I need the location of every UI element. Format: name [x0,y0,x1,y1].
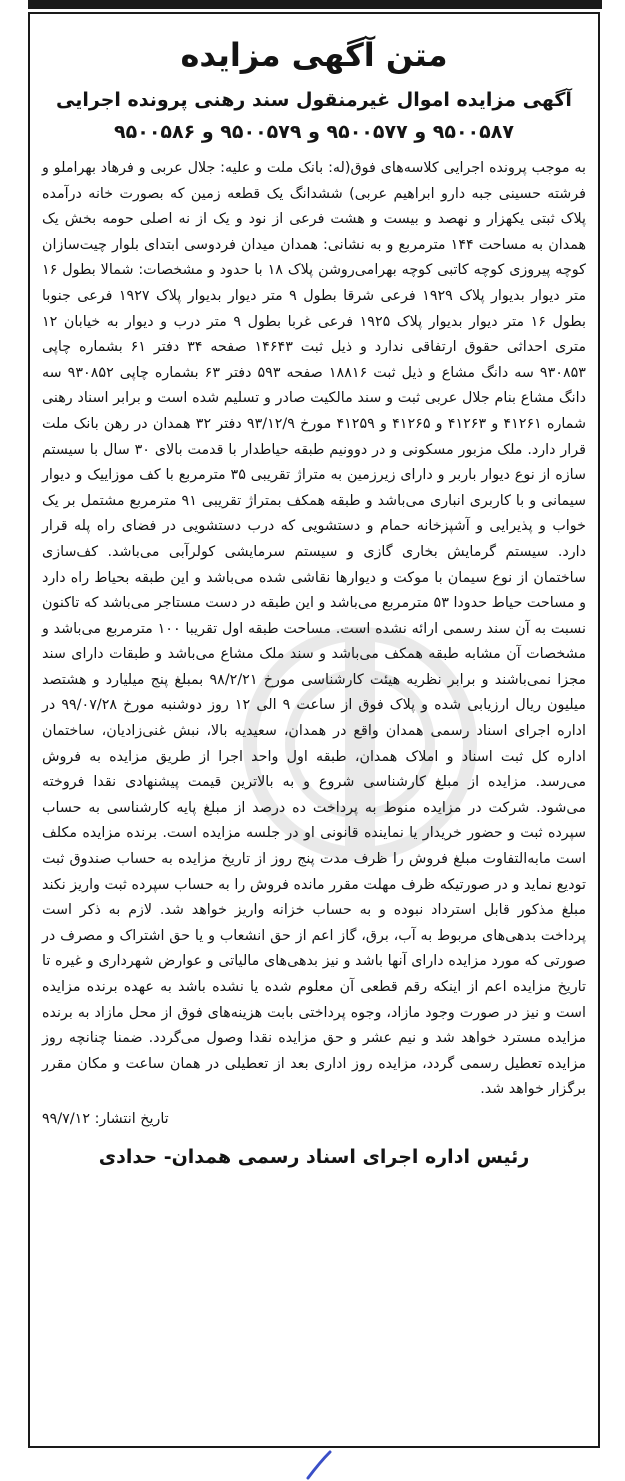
signature-line: رئیس اداره اجرای اسناد رسمی همدان- حدادی [98,1145,530,1168]
notice-body: به موجب پرونده اجرایی کلاسه‌های فوق(له: بانک ملت و علیه: جلال عربی و فرهاد بهراملو و فرشته حسینی جبه دارو ابراهیم عربی) ششدانگ یک قطعه زمین که بصورت خانه درآمده پلاک ثبتی یکهزار و نهصد و بیست و هشت فرعی از نود و یک از نه اصلی حومه بخش یک همدان به مساحت ۱۴۴ مترمربع و به نشانی: همدان میدان فردوسی ابتدای بلوار چیت‌سازان کوچه پیروزی کوچه کاتبی کوچه بهرامی‌روشن پلاک ۱۸ با حدود و مشخصات: شمالا بطول ۱۶ متر دیوار بدیوار پلاک ۱۹۲۹ فرعی شرقا بطول ۹ متر دیوار بدیوار پلاک ۱۹۲۷ فرعی جنوبا بطول ۱۶ متر دیوار بدیوار پلاک ۱۹۲۵ فرعی غربا بطول ۹ متر درب و دیوار به خیابان ۱۲ متری احداثی حقوق ارتفاقی ندارد و ذیل ثبت ۱۴۶۴۳ صفحه ۳۴ دفتر ۶۱ بشماره چاپی ۹۳۰۸۵۳ سه دانگ مشاع و ذیل ثبت ۱۸۸۱۶ صفحه ۵۹۳ دفتر ۶۳ بشماره چاپی ۹۳۰۸۵۲ سه دانگ مشاع بنام جلال عربی ثبت و سند مالکیت صادر و تسلیم شده است و برابر اسناد رهنی شماره ۴۱۲۶۱ و ۴۱۲۶۳ و ۴۱۲۶۵ و ۴۱۲۵۹ مورخ ۹۳/۱۲/۹ دفتر ۳۲ همدان در رهن بانک ملت قرار دارد. ملک مزبور مسکونی و در دوونیم طبقه حیاطدار با قدمت بالای ۳۰ سال با سیستم سازه از نوع دیوار باربر و دارای زیرزمین به متراژ تقریبی ۳۵ مترمربع با کف موزاییک و دیوار سیمانی و با کاربری انباری می‌باشد و طبقه همکف بمتراژ تقریبی ۹۱ مترمربع مشتمل بر یک خواب و پذیرایی و آشپزخانه حمام و دستشویی که درب دستشویی در فضای راه پله قرار دارد. سیستم گرمایش بخاری گازی و سیستم سرمایشی کولرآبی می‌باشد. کف‌سازی ساختمان از نوع سیمان با موکت و دیوارها نقاشی شده می‌باشد و این طبقه بحیاط راه دارد و مساحت حیاط حدودا ۵۳ مترمربع می‌باشد و این طبقه در دست مستاجر می‌باشد که تاکنون نسبت به آن سند رسمی ارائه نشده است. مساحت طبقه اول تقریبا ۱۰۰ مترمربع می‌باشد و مشخصات آن مشابه طبقه همکف می‌باشد و سند ملک مشاع می‌باشد و طبقات دارای سند مجزا نمی‌باشند و برابر نظریه هیئت کارشناسی مورخ ۹۸/۲/۲۱ بمبلغ پنج میلیارد و هشتصد میلیون ریال ارزیابی شده و پلاک فوق از ساعت ۹ الی ۱۲ روز دوشنبه مورخ ۹۹/۰۷/۲۸ در اداره اجرای اسناد رسمی همدان واقع در همدان، سعیدیه بالا، نبش غنی‌زادیان، ساختمان اداره کل ثبت اسناد و املاک همدان، طبقه اول واحد اجرا از طریق مزایده به فروش می‌رسد. مزایده از مبلغ کارشناسی شروع و به بالاترین قیمت پیشنهادی نقدا فروخته می‌شود. شرکت در مزایده منوط به پرداخت ده درصد از مبلغ پایه کارشناسی به حساب سپرده ثبت و حضور خریدار یا نماینده قانونی او در جلسه مزایده است. برنده مزایده مکلف است مابه‌التفاوت مبلغ فروش را ظرف مدت پنج روز از تاریخ مزایده به حساب صندوق ثبت تودیع نماید و در صورتیکه ظرف مهلت مقرر مانده فروش را به حساب سپرده ثبت واریز نکند مبلغ مذکور قابل استرداد نبوده و به حساب خزانه واریز خواهد شد. لازم به ذکر است پرداخت بدهی‌های مربوط به آب، برق، گاز اعم از حق انشعاب و یا حق اشتراک و مصرف در صورتی که مورد مزایده دارای آنها باشد و نیز بدهی‌های مالیاتی و عوارض شهرداری و غیره تا تاریخ مزایده اعم از اینکه رقم قطعی آن معلوم شده یا نشده باشد به عهده برنده مزایده است و نیز در صورت وجود مازاد، وجوه پرداختی بابت هزینه‌های فوق از محل مازاد به برنده مزایده مسترد خواهد شد و نیم عشر و حق مزایده نقدا وصول می‌گردد. ضمنا چنانچه روز مزایده تعطیل رسمی گردد، مزایده روز اداری بعد از تعطیلی در همان ساعت و مکان مقرر برگزار خواهد شد. [42,160,587,1098]
publish-date: تاریخ انتشار: ۹۹/۷/۱۲ [42,1110,169,1127]
publish-date-row [42,1107,586,1131]
notice-title: متن آگهی مزایده [180,36,448,74]
notice-subtitle: آگهی مزایده اموال غیرمنقول سند رهنی پرونده اجرایی ۹۵۰۰۵۸۷ و ۹۵۰۰۵۷۷ و ۹۵۰۰۵۷۹ و ۹۵۰۰۵۸۶ [56,89,572,143]
header-rule [28,0,602,9]
pen-stroke-mark [300,1450,340,1481]
notice-frame [28,12,600,1448]
